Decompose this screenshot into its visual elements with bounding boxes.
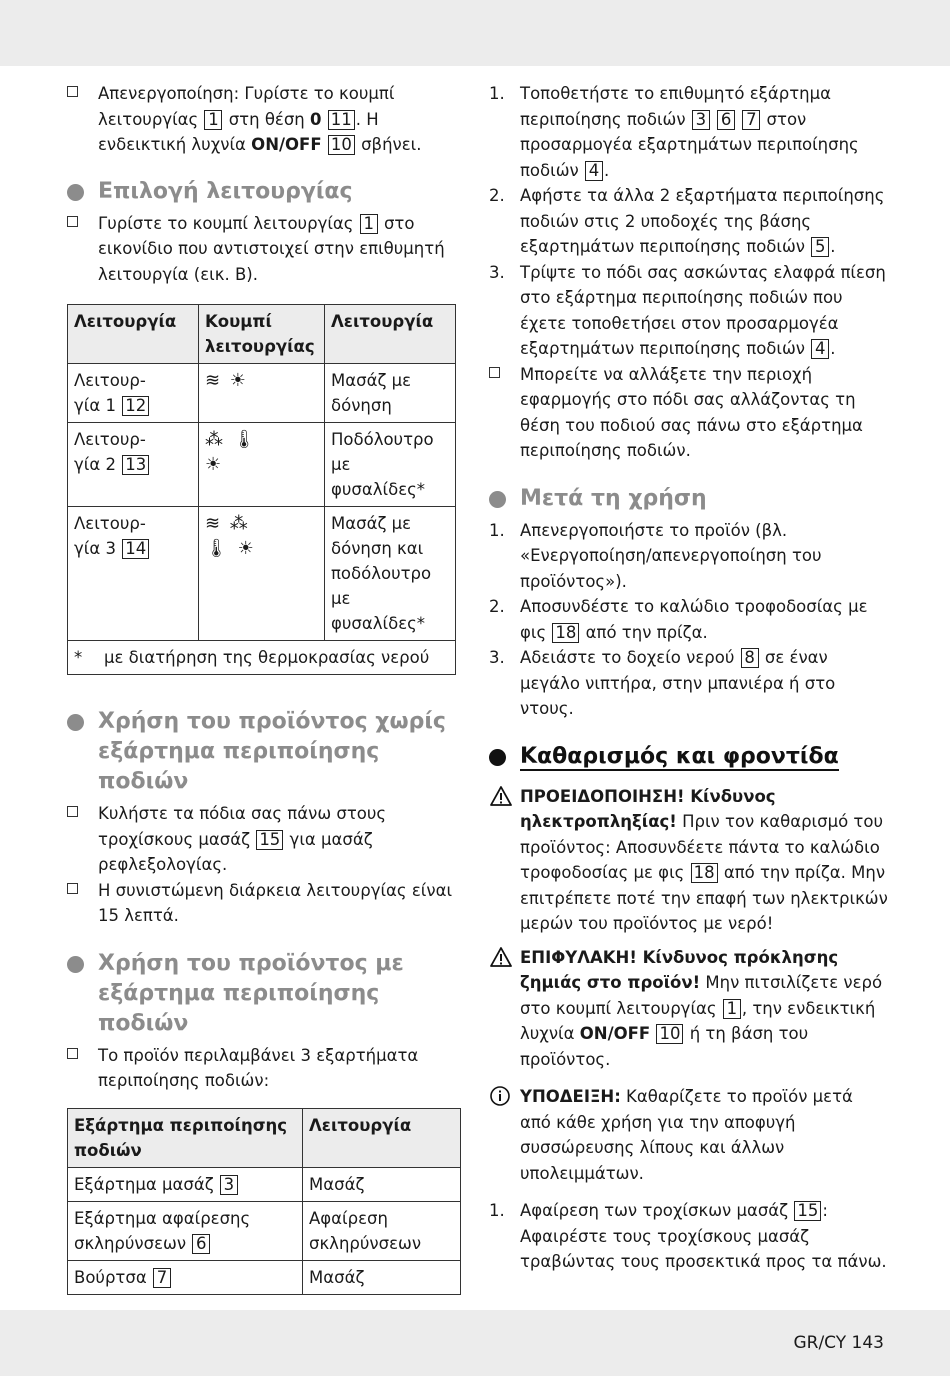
section-heading: Χρήση του προϊόντος χωρίς εξάρτημα περιποίησης ποδιών (67, 707, 459, 797)
info-icon (489, 1085, 513, 1107)
table-footnote-row: * με διατήρηση της θερμοκρασίας νερού (68, 641, 456, 675)
checkbox-square-icon (489, 367, 500, 378)
table-header: Εξάρτημα περιποίησης ποδιών (68, 1108, 303, 1167)
attachment-table (67, 1108, 461, 1295)
function-table (67, 304, 456, 675)
table-row: Λειτουρ- γία 3 14 ≋ ⁂ 🌡 ☀ Μασάζ με δόνηση και ποδόλουτρο με φυσαλίδες* (68, 507, 456, 641)
checkbox-square-icon (67, 806, 78, 817)
bullet-dot-icon (67, 714, 84, 731)
mode-icons: ⁂ 🌡 (205, 429, 258, 450)
list-item: 1. Τοποθετήστε το επιθυμητό εξάρτημα περιποίησης ποδιών 3 6 7 στον προσαρμογέα εξαρτημάτων περιποίησης ποδιών 4 . (489, 84, 859, 180)
checkbox-square-icon (67, 86, 78, 97)
list-item: 2. Αποσυνδέστε το καλώδιο τροφοδοσίας με φις 18 από την πρίζα. (489, 597, 868, 642)
page-header-bar (0, 0, 950, 66)
page-number: GR/CY 143 (793, 1333, 884, 1353)
hint-note: ΥΠΟΔΕΙΞΗ: Καθαρίζετε το προϊόν μετά από κάθε χρήση για την αποφυγή συσσώρευσης λίπους και άλλων υπολειμμάτων. (489, 1084, 889, 1186)
section-heading: Καθαρισμός και φροντίδα (489, 742, 889, 772)
section-heading: Επιλογή λειτουργίας (67, 177, 459, 207)
right-column (489, 81, 889, 1275)
mode-icons: ≋ ⁂ (205, 513, 250, 534)
list-item: 3. Αδειάστε το δοχείο νερού 8 σε έναν μεγάλο νιπτήρα, στην μπανιέρα ή στο ντους. (489, 648, 836, 718)
section-heading: Χρήση του προϊόντος με εξάρτημα περιποίησης ποδιών (67, 949, 459, 1039)
checkbox-square-icon (67, 883, 78, 894)
table-header: Λειτουργία (68, 305, 199, 364)
section-heading: Μετά τη χρήση (489, 484, 889, 514)
list-item: 1. Απενεργοποιήστε το προϊόν (βλ. «Ενεργοποίηση/απενεργοποίηση του προϊόντος»). (489, 520, 822, 591)
bullet-dot-icon (67, 956, 84, 973)
table-row: Εξάρτημα μασάζ 3 Μασάζ (68, 1167, 461, 1201)
checkbox-square-icon (67, 216, 78, 227)
table-row: Λειτουρ- γία 1 12 ≋ ☀ Μασάζ με δόνηση (68, 364, 456, 423)
warning-triangle-icon (489, 946, 513, 968)
checkbox-square-icon (67, 1048, 78, 1059)
list-item: 2. Αφήστε τα άλλα 2 εξαρτήματα περιποίησης ποδιών στις 2 υποδοχές της βάσης εξαρτημάτων περιποίησης ποδιών 5 . (489, 186, 885, 256)
list-item: 3. Τρίψτε το πόδι σας ασκώντας ελαφρά πίεση στο εξάρτημα περιποίησης ποδιών που έχετε τοποθετήσει στον προσαρμογέα εξαρτημάτων περιποίησης ποδιών 4 . (489, 262, 886, 358)
warning-note: ΠΡΟΕΙΔΟΠΟΙΗΣΗ! Κίνδυνος ηλεκτροπληξίας! Πριν τον καθαρισμό του προϊόντος: Αποσυνδέετε πάντα το καλώδιο τροφοδοσίας με φις 18 από την πρίζα. Μην επιτρέπετε ποτέ την επαφή των ηλεκτρικών μερών του προϊόντος με νερό! (489, 784, 889, 937)
bullet-dot-icon (67, 184, 84, 201)
table-header: Κουμπί λειτουργίας (199, 305, 325, 364)
table-header: Λειτουργία (303, 1108, 461, 1167)
list-item: Γυρίστε το κουμπί λειτουργίας 1 στο εικονίδιο που αντιστοιχεί στην επιθυμητή λειτουργία (εικ. B). (67, 211, 459, 288)
table-row: Εξάρτημα αφαίρεσης σκληρύνσεων 6 Αφαίρεση σκληρύνσεων (68, 1201, 461, 1260)
list-item: Το προϊόν περιλαμβάνει 3 εξαρτήματα περιποίησης ποδιών: (67, 1043, 459, 1094)
list-item: Κυλήστε τα πόδια σας πάνω στους τροχίσκους μασάζ 15 για μασάζ ρεφλεξολογίας. (67, 801, 459, 878)
bullet-dot-icon (489, 491, 506, 508)
mode-icons: ≋ ☀ (205, 370, 248, 391)
list-item: 1. Αφαίρεση των τροχίσκων μασάζ 15 : Αφαιρέστε τους τροχίσκους μασάζ τραβώντας τους προσεκτικά προς τα πάνω. (489, 1201, 887, 1271)
table-header: Λειτουργία (325, 305, 456, 364)
caution-note: ΕΠΙΦΥΛΑΚΗ! Κίνδυνος πρόκλησης ζημιάς στο προϊόν! Μην πιτσιλίζετε νερό στο κουμπί λειτουργίας 1 , την ενδεικτική λυχνία ON/OFF 10 ή τη βάση του προϊόντος. (489, 945, 889, 1073)
warning-triangle-icon (489, 785, 513, 807)
bullet-dot-icon (489, 749, 506, 766)
list-item: Η συνιστώμενη διάρκεια λειτουργίας είναι 15 λεπτά. (67, 878, 459, 929)
list-item: Απενεργοποίηση: Γυρίστε το κουμπί λειτουργίας 1 στη θέση 0 11 . Η ενδεικτική λυχνία ON/OFF 10 σβήνει. (67, 81, 459, 158)
table-row: Βούρτσα 7 Μασάζ (68, 1260, 461, 1294)
mode-icons: ☀ (205, 454, 224, 475)
left-column (67, 81, 459, 1295)
table-row: Λειτουρ- γία 2 13 ⁂ 🌡 ☀ Ποδόλουτρο με φυσαλίδες* (68, 423, 456, 507)
list-item: Μπορείτε να αλλάξετε την περιοχή εφαρμογής στο πόδι σας αλλάζοντας τη θέση του ποδιού σας πάνω στο εξάρτημα περιποίησης ποδιών. (489, 362, 889, 464)
mode-icons: 🌡 ☀ (205, 538, 256, 559)
